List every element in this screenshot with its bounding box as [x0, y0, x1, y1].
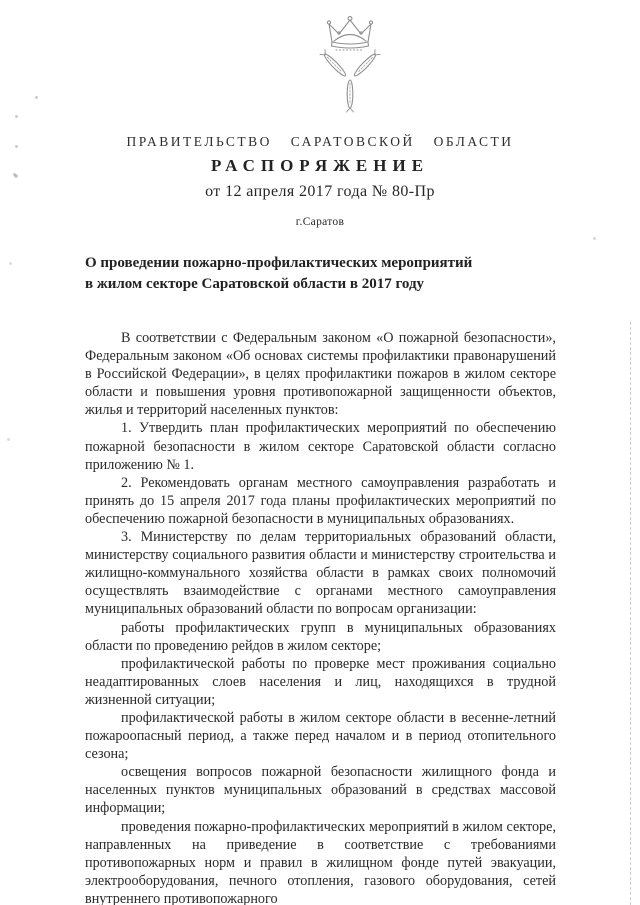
scan-speck: [15, 115, 18, 118]
scan-speck: [9, 262, 12, 265]
body-paragraph: профилактической работы в жилом секторе области в весенне-летний пожароопасный период, а также перед началом и в период отопительного сезона;: [85, 709, 556, 763]
scan-speck: [15, 145, 18, 148]
document-body: [85, 329, 556, 905]
body-paragraph: 1. Утвердить план профилактических мероприятий по обеспечению пожарной безопасности в жилом секторе Саратовской области согласно приложению № 1.: [85, 420, 556, 473]
body-paragraph: освещения вопросов пожарной безопасности жилищного фонда и населенных пунктов муниципальных образований в средствах массовой информации;: [85, 764, 556, 817]
body-paragraph: 2. Рекомендовать органам местного самоуправления разработать и принять до 15 апреля 2017 года планы профилактических мероприятий по обеспечению пожарной безопасности в муниципальных образованиях.: [85, 474, 556, 527]
body-paragraph: 3. Министерству по делам территориальных образований области, министерству социального развития области и министерству строительства и жилищно-коммунального хозяйства области в рамках своих полномочий осуществлять взаимодействие с органами местного самоуправления муниципальных образований области по вопросам организации:: [85, 529, 556, 618]
scan-speck: [593, 237, 596, 240]
body-paragraph: профилактической работы по проверке мест проживания социально неадаптированных слоев населения и лиц, находящихся в трудной жизненной ситуации;: [85, 655, 556, 708]
saratov-coat-of-arms-icon: [308, 13, 392, 117]
body-paragraph: В соответствии с Федеральным законом «О пожарной безопасности», Федеральным законом «Об основах системы профилактики правонарушений в Российской Федерации», в целях профилактики пожаров в жилом секторе области и повышения уровня противопожарной защищенности объектов, жилья и территорий населенных пунктов:: [85, 330, 556, 419]
scan-speck: [7, 438, 10, 441]
document-title-line1: О проведении пожарно-профилактических мероприятий: [85, 255, 473, 271]
authority-name: ПРАВИТЕЛЬСТВО САРАТОВСКОЙ ОБЛАСТИ: [126, 134, 514, 149]
scan-speck: [35, 96, 38, 99]
scan-speck: [14, 174, 18, 178]
body-paragraph: работы профилактических групп в муниципальных образованиях области по проведению рейдов в жилом секторе;: [85, 619, 556, 654]
body-paragraph: проведения пожарно-профилактических мероприятий в жилом секторе, направленных на приведение в соответствие с требованиями противопожарных норм и правил в жилищном фонде путей эвакуации, электрооборудования, печного отопления, газового оборудования, сетей внутреннего противопожарного: [85, 818, 556, 905]
document-date-number: от 12 апреля 2017 года № 80-Пр: [205, 183, 435, 200]
document-title-line2: в жилом секторе Саратовской области в 2017 году: [85, 276, 425, 292]
scan-page-edge: [630, 322, 631, 905]
document-city: г.Саратов: [295, 216, 345, 228]
document-title: [85, 253, 565, 295]
document-type: РАСПОРЯЖЕНИЕ: [210, 156, 430, 175]
